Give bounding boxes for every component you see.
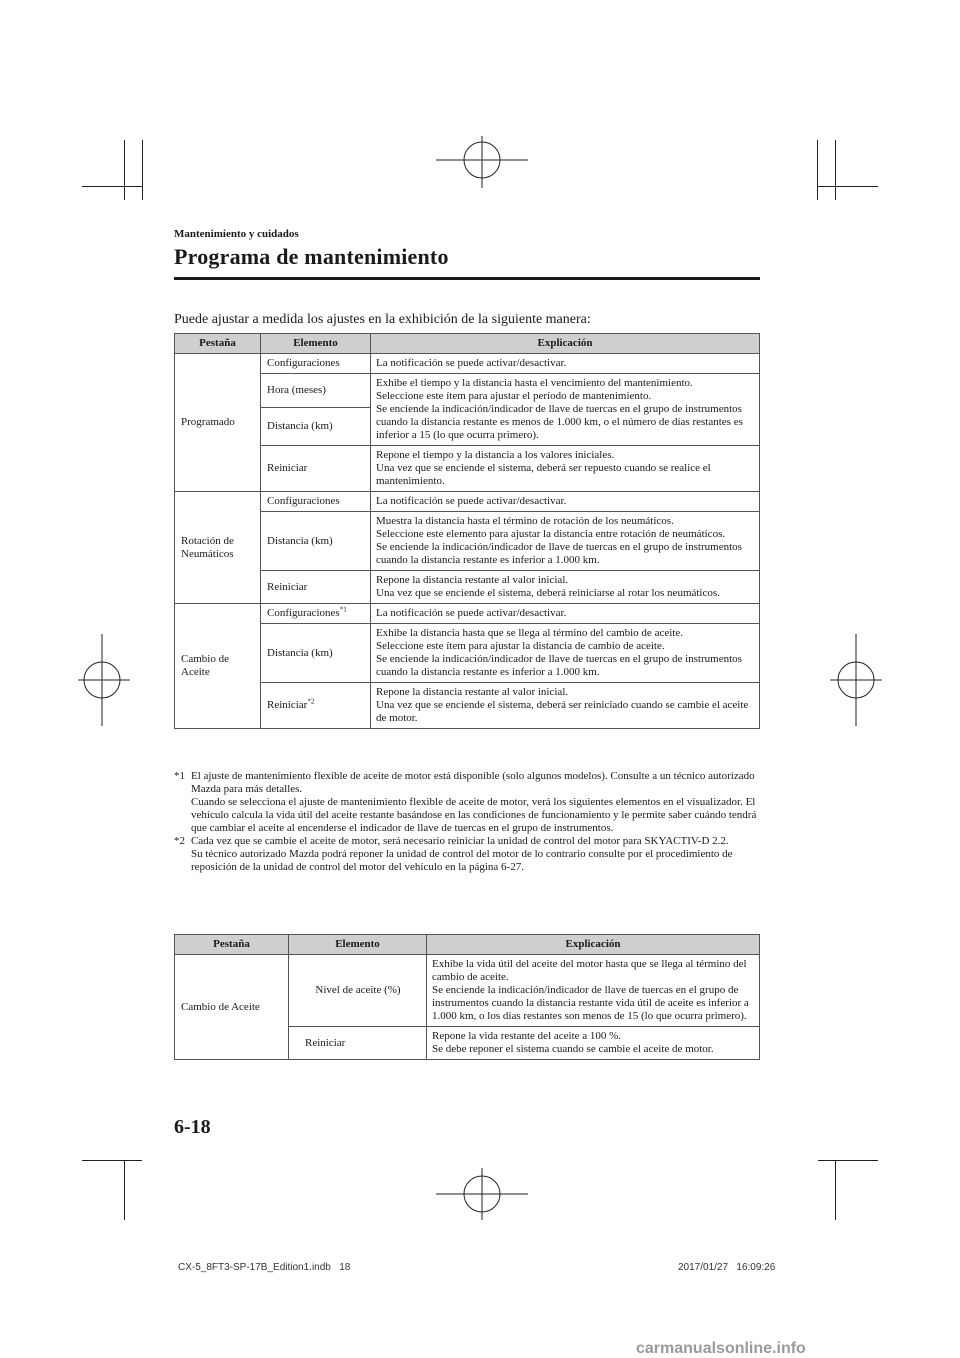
table-row bbox=[175, 374, 760, 408]
explanation-cell: Repone el tiempo y la distancia a los valores iniciales. Una vez que se enciende el sistema, deberá ser repuesto cuando se realice el mantenimiento. bbox=[371, 446, 760, 492]
table-header-row bbox=[175, 334, 760, 354]
table-row bbox=[175, 955, 760, 1027]
element-cell: Reiniciar bbox=[261, 571, 371, 604]
col-header-explicacion: Explicación bbox=[427, 935, 760, 955]
tab-cell-cambio: Cambio de Aceite bbox=[175, 604, 261, 729]
element-cell: Hora (meses) bbox=[261, 374, 371, 408]
col-header-elemento: Elemento bbox=[289, 935, 427, 955]
page-title: Programa de mantenimiento bbox=[174, 244, 449, 269]
intro-text: Puede ajustar a medida los ajustes en la exhibición de la siguiente manera: bbox=[174, 312, 591, 327]
col-header-pestana: Pestaña bbox=[175, 334, 261, 354]
footnotes bbox=[174, 770, 760, 874]
footnote-1: *1 El ajuste de mantenimiento flexible de aceite de motor está disponible (solo algunos modelos). Consulte a un técnico autorizado Mazda para más detalles. Cuando se selecciona el ajuste de mantenimiento flexible de aceite de motor, verá los siguientes elementos en el visualizador. El vehículo calcula la vida útil del aceite restante basándose en las condiciones de funcionamiento y le permite saber cuándo tendrá que cambiar el aceite al encenderse el indicador de llave de tuercas en el grupo de instrumentos. bbox=[174, 770, 757, 834]
explanation-cell: Exhibe la vida útil del aceite del motor hasta que se llega al término del cambio de aceite. Se enciende la indicación/indicador de llave de tuercas en el grupo de instrumentos cuando la distancia restante vida útil de aceite es inferior a 1.000 km, o los días restantes son menos de 15 (lo que ocurra primero). bbox=[427, 955, 760, 1027]
title-rule bbox=[174, 277, 760, 280]
table-row bbox=[175, 446, 760, 492]
tab-cell-cambio-aceite: Cambio de Aceite bbox=[175, 955, 289, 1060]
registration-mark-left bbox=[78, 634, 130, 726]
element-cell: Distancia (km) bbox=[261, 624, 371, 683]
element-cell: Distancia (km) bbox=[261, 512, 371, 571]
watermark: carmanualsonline.info bbox=[636, 1340, 806, 1357]
table-row bbox=[175, 571, 760, 604]
col-header-elemento: Elemento bbox=[261, 334, 371, 354]
registration-mark-top bbox=[436, 136, 528, 188]
col-header-explicacion: Explicación bbox=[371, 334, 760, 354]
table-header-row bbox=[175, 935, 760, 955]
registration-mark-bottom bbox=[436, 1168, 528, 1220]
registration-mark-right bbox=[830, 634, 882, 726]
tab-cell-programado: Programado bbox=[175, 354, 261, 492]
element-cell: Configuraciones bbox=[261, 354, 371, 374]
element-cell: Reiniciar bbox=[261, 446, 371, 492]
explanation-cell: Repone la distancia restante al valor inicial. Una vez que se enciende el sistema, deberá reiniciarse al rotar los neumáticos. bbox=[371, 571, 760, 604]
explanation-cell: La notificación se puede activar/desactivar. bbox=[371, 354, 760, 374]
table-row bbox=[175, 624, 760, 683]
element-cell: Configuraciones$^{*1}$ bbox=[261, 604, 371, 624]
explanation-cell: La notificación se puede activar/desactivar. bbox=[371, 604, 760, 624]
footer-date: 2017/01/27 16:09:26 bbox=[678, 1262, 776, 1273]
table-row bbox=[175, 683, 760, 729]
element-cell: Nivel de aceite (%) bbox=[289, 955, 427, 1027]
footnote-2: *2 Cada vez que se cambie el aceite de motor, será necesario reiniciar la unidad de control del motor para SKYACTIV-D 2.2. Su técnico autorizado Mazda podrá reponer la unidad de control del motor de lo contrario consulte por el procedimiento de reposición de la unidad de control del motor del vehículo en la página 6-27. bbox=[174, 835, 733, 873]
element-cell: Distancia (km) bbox=[261, 407, 371, 445]
table-row bbox=[175, 604, 760, 624]
table-row bbox=[175, 354, 760, 374]
explanation-cell: Exhibe la distancia hasta que se llega al término del cambio de aceite. Seleccione este ítem para ajustar la distancia de cambio de aceite. Se enciende la indicación/indicador de llave de tuercas en el grupo de instrumentos cuando la distancia restante es inferior a 1.000 km. bbox=[371, 624, 760, 683]
explanation-cell: La notificación se puede activar/desactivar. bbox=[371, 492, 760, 512]
section-label: Mantenimiento y cuidados bbox=[174, 228, 299, 240]
explanation-cell: Repone la vida restante del aceite a 100 %. Se debe reponer el sistema cuando se cambie el aceite de motor. bbox=[427, 1027, 760, 1060]
settings-table bbox=[174, 333, 760, 729]
footer-file-info: CX-5_8FT3-SP-17B_Edition1.indb 18 bbox=[178, 1262, 351, 1273]
explanation-cell: Exhibe el tiempo y la distancia hasta el vencimiento del mantenimiento. Seleccione este ítem para ajustar el período de mantenimiento. Se enciende la indicación/indicador de llave de tuercas en el grupo de instrumentos cuando la distancia restante es menos de 1.000 km, o el número de días restantes es inferior a 15 (lo que ocurra primero). bbox=[371, 374, 760, 446]
page-number: 6-18 bbox=[174, 1116, 211, 1138]
col-header-pestana: Pestaña bbox=[175, 935, 289, 955]
element-cell: Reiniciar$^{*2}$ bbox=[261, 683, 371, 729]
tab-cell-rotacion: Rotación de Neumáticos bbox=[175, 492, 261, 604]
table-row bbox=[175, 492, 760, 512]
explanation-cell: Muestra la distancia hasta el término de rotación de los neumáticos. Seleccione este elemento para ajustar la distancia entre rotación de neumáticos. Se enciende la indicación/indicador de llave de tuercas en el grupo de instrumentos cuando la distancia restante es inferior a 1.000 km. bbox=[371, 512, 760, 571]
element-cell: Reiniciar bbox=[289, 1027, 427, 1060]
element-cell: Configuraciones bbox=[261, 492, 371, 512]
explanation-cell: Repone la distancia restante al valor inicial. Una vez que se enciende el sistema, deberá ser reiniciado cuando se cambie el aceite de motor. bbox=[371, 683, 760, 729]
table-row bbox=[175, 512, 760, 571]
oil-table bbox=[174, 934, 760, 1060]
